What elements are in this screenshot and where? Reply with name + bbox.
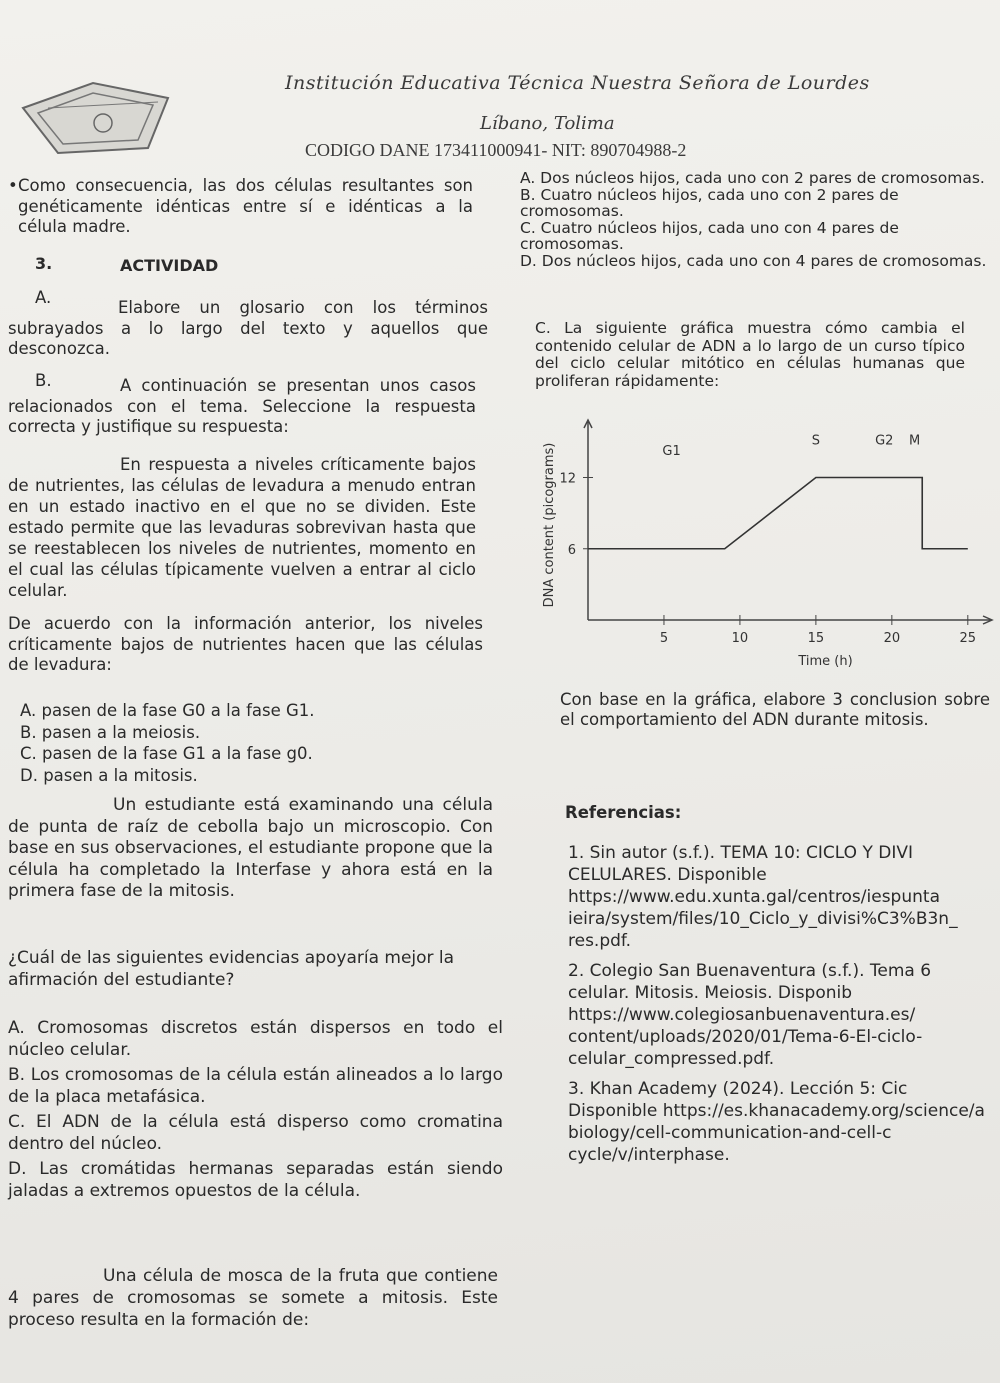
phase-label: G1 <box>662 443 681 459</box>
q2-option-b[interactable]: B. Los cromosomas de la célula están alineados a lo largo de la placa metafásica. <box>8 1065 503 1107</box>
q2-option-d[interactable]: D. Las cromátidas hermanas separadas están siendo jaladas a extremos opuestos de la célula. <box>8 1159 503 1201</box>
y-tick-label: 6 <box>567 542 576 558</box>
q1-option-d[interactable]: D. pasen a la mitosis. <box>20 765 198 785</box>
q3-option-c[interactable]: C. Cuatro núcleos hijos, cada uno con 4 pares de cromosomas. <box>520 219 899 253</box>
x-tick-label: 20 <box>883 631 901 646</box>
x-tick-label: 15 <box>807 631 825 646</box>
q3-option-a[interactable]: A. Dos núcleos hijos, cada uno con 2 pares de cromosomas. <box>520 169 985 187</box>
y-axis-label: DNA content (picograms) <box>542 442 557 608</box>
item-c-text: C. La siguiente gráfica muestra cómo cambia el contenido celular de ADN a lo largo de un curso típico del ciclo celular mitótico en células humanas que proliferan rápidamente: <box>535 319 965 390</box>
activity-title: ACTIVIDAD <box>120 256 219 275</box>
item-a-text: Elabore un glosario con los términos subrayados a lo largo del texto y aquellos que desconozca. <box>8 298 488 358</box>
institution-codes: CODIGO DANE 173411000941- NIT: 890704988-2 <box>305 140 687 160</box>
institution-name: Institución Educativa Técnica Nuestra Señora de Lourdes <box>285 72 870 94</box>
q1-option-b[interactable]: B. pasen a la meiosis. <box>20 722 201 742</box>
q3-option-d[interactable]: D. Dos núcleos hijos, cada uno con 4 pares de cromosomas. <box>520 252 987 270</box>
q2-option-a[interactable]: A. Cromosomas discretos están dispersos en todo el núcleo celular. <box>8 1018 503 1060</box>
intro-paragraph: • Como consecuencia, las dos células resultantes son genéticamente idénticas entre sí e idénticas a la célula madre. <box>18 176 473 238</box>
q3-option-b[interactable]: B. Cuatro núcleos hijos, cada uno con 2 pares de cromosomas. <box>520 186 899 220</box>
x-tick-label: 10 <box>731 631 749 646</box>
references-list <box>568 842 993 1166</box>
reference-2: 2. Colegio San Buenaventura (s.f.). Tema 6 celular. Mitosis. Meiosis. Disponib https://www.colegiosanbuenaventura.es/ content/uploads/2020/01/Tema-6-El-ciclo- celular_compressed.pdf. <box>568 961 932 1069</box>
dna-content-chart <box>528 410 998 670</box>
item-c-task: Con base en la gráfica, elabore 3 conclusion sobre el comportamiento del ADN durante mitosis. <box>560 690 990 729</box>
institution-city: Líbano, Tolima <box>480 113 615 134</box>
phase-label: M <box>909 433 921 449</box>
question3-options <box>520 170 1000 269</box>
activity-number: 3. <box>35 254 53 273</box>
item-b-text: A continuación se presentan unos casos relacionados con el tema. Seleccione la respuesta correcta y justifique su respuesta: <box>8 376 476 436</box>
q1-option-a[interactable]: A. pasen de la fase G0 a la fase G1. <box>20 701 315 720</box>
references-title: Referencias: <box>565 803 682 822</box>
x-tick-label: 5 <box>659 631 669 646</box>
phase-label: G2 <box>875 433 894 449</box>
y-tick-label: 12 <box>559 471 576 487</box>
item-a-label: A. <box>35 288 52 307</box>
question1-text: En respuesta a niveles críticamente bajos de nutrientes, las células de levadura a menudo entran en un estado inactivo en el que no se dividen. Este estado permite que las levaduras sobrevivan hasta que se reestablecen los niveles de nutrientes, momento en el cual las células típicamente vuelven a entrar al ciclo celular. <box>8 455 476 600</box>
reference-1: 1. Sin autor (s.f.). TEMA 10: CICLO Y DIVI CELULARES. Disponible https://www.edu.xunta.gal/centros/iespunta ieira/system/files/10_Ciclo_y_divisi%C3%B3n_ res.pdf. <box>568 843 958 951</box>
question1-prompt: De acuerdo con la información anterior, los niveles críticamente bajos de nutrientes hacen que las células de levadura: <box>8 614 483 674</box>
phase-label: S <box>811 433 821 449</box>
question1-options <box>20 700 315 786</box>
q1-option-c[interactable]: C. pasen de la fase G1 a la fase g0. <box>20 744 313 763</box>
x-axis-label: Time (h) <box>798 654 853 669</box>
question2-prompt: ¿Cuál de las siguientes evidencias apoyaría mejor la afirmación del estudiante? <box>8 948 455 990</box>
question2-text: Un estudiante está examinando una célula de punta de raíz de cebolla bajo un microscopio. Con base en sus observaciones, el estudiante propone que la célula ha completado la Interfase y ahora está en la primera fase de la mitosis. <box>8 795 493 901</box>
school-crest-logo <box>18 78 178 158</box>
item-b-label: B. <box>35 371 52 390</box>
question3-text: Una célula de mosca de la fruta que contiene 4 pares de cromosomas se somete a mitosis. Este proceso resulta en la formación de: <box>8 1266 498 1330</box>
question2-options <box>8 1018 503 1202</box>
q2-option-c[interactable]: C. El ADN de la célula está disperso como cromatina dentro del núcleo. <box>8 1112 503 1154</box>
x-tick-label: 25 <box>959 631 977 646</box>
reference-3: 3. Khan Academy (2024). Lección 5: Cic Disponible https://es.khanacademy.org/science/a biology/cell-communication-and-cell-c cycle/v/interphase. <box>568 1079 985 1165</box>
dna-content-line <box>588 478 968 549</box>
